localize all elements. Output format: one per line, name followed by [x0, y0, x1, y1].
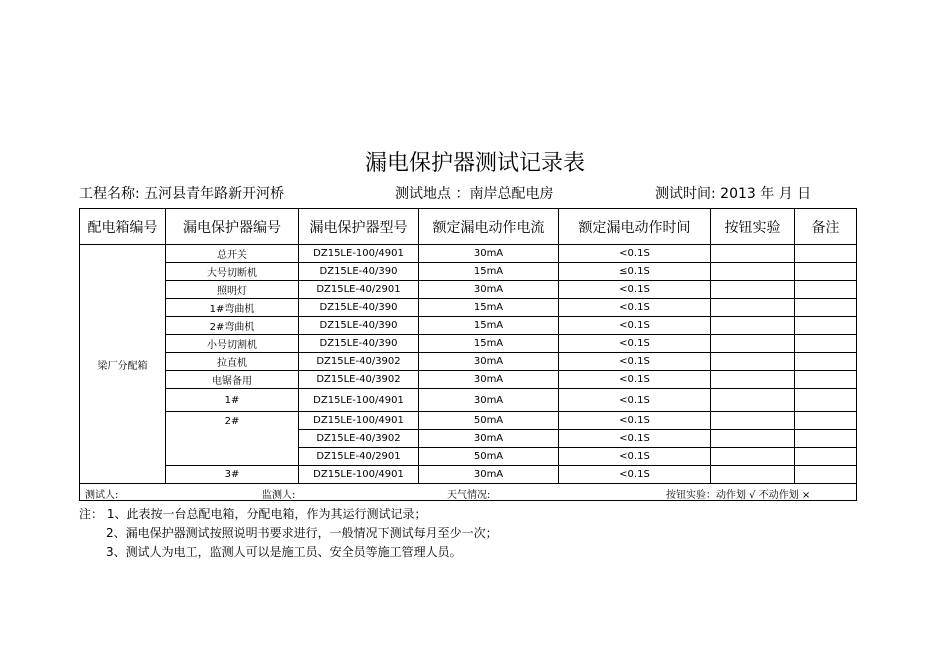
weather-label: 天气情况:: [447, 490, 491, 501]
table-header-row: [80, 209, 857, 245]
remarks-cell: [795, 430, 857, 448]
table-footer-row: [80, 484, 857, 501]
protector-id: 小号切割机: [166, 335, 299, 353]
header-remarks: 备注: [795, 209, 857, 245]
table-row: [80, 317, 857, 335]
protector-model: DZ15LE-40/390: [299, 263, 419, 281]
rated-current: 30mA: [419, 281, 559, 299]
button-test-legend: 按钮实验：动作划 √ 不动作划 ×: [666, 490, 811, 501]
protector-model: DZ15LE-100/4901: [299, 466, 419, 484]
remarks-cell: [795, 245, 857, 263]
header-protector-id: 漏电保护器编号: [166, 209, 299, 245]
table-row: [80, 245, 857, 263]
button-test-cell: [711, 335, 795, 353]
notes-section: [79, 505, 498, 562]
rated-current: 30mA: [419, 466, 559, 484]
protector-id: 2#弯曲机: [166, 317, 299, 335]
remarks-cell: [795, 317, 857, 335]
header-button-test: 按钮实验: [711, 209, 795, 245]
test-record-table: [79, 208, 857, 501]
table-row: [80, 353, 857, 371]
note-2: 2、漏电保护器测试按照说明书要求进行，一般情况下测试每月至少一次；: [106, 526, 498, 540]
button-test-cell: [711, 448, 795, 466]
button-test-cell: [711, 353, 795, 371]
note-1: 注： 1、此表按一台总配电箱，分配电箱，作为其运行测试记录；: [79, 507, 427, 521]
header-box-id: 配电箱编号: [80, 209, 166, 245]
remarks-cell: [795, 281, 857, 299]
rated-current: 30mA: [419, 371, 559, 389]
button-test-cell: [711, 371, 795, 389]
header-protector-model: 漏电保护器型号: [299, 209, 419, 245]
rated-time: ≤0.1S: [559, 263, 711, 281]
test-time: 测试时间: 2013 年 月 日: [655, 186, 812, 202]
table-row: [80, 466, 857, 484]
remarks-cell: [795, 299, 857, 317]
protector-id: 总开关: [166, 245, 299, 263]
note-3: 3、测试人为电工，监测人可以是施工员、安全员等施工管理人员。: [106, 545, 462, 559]
rated-current: 50mA: [419, 448, 559, 466]
project-name: 工程名称: 五河县青年路新开河桥: [79, 186, 285, 202]
protector-id: 3#: [166, 466, 299, 484]
button-test-cell: [711, 263, 795, 281]
protector-model: DZ15LE-40/390: [299, 335, 419, 353]
rated-current: 30mA: [419, 430, 559, 448]
rated-current: 15mA: [419, 335, 559, 353]
rated-time: <0.1S: [559, 412, 711, 430]
table-row: [80, 371, 857, 389]
protector-model: DZ15LE-100/4901: [299, 245, 419, 263]
rated-time: <0.1S: [559, 466, 711, 484]
rated-time: <0.1S: [559, 448, 711, 466]
protector-model: DZ15LE-40/2901: [299, 281, 419, 299]
protector-id: 1#: [166, 389, 299, 412]
table-row: [80, 263, 857, 281]
rated-time: <0.1S: [559, 371, 711, 389]
table-row: [80, 299, 857, 317]
protector-id: 2#: [166, 412, 299, 466]
button-test-cell: [711, 430, 795, 448]
table-row: [80, 412, 857, 430]
test-location: 测试地点 ：南岸总配电房: [395, 186, 554, 202]
button-test-cell: [711, 281, 795, 299]
table-row: [80, 335, 857, 353]
rated-time: <0.1S: [559, 299, 711, 317]
rated-time: <0.1S: [559, 389, 711, 412]
protector-model: DZ15LE-40/2901: [299, 448, 419, 466]
rated-current: 30mA: [419, 353, 559, 371]
signature-cell: [80, 484, 857, 501]
remarks-cell: [795, 466, 857, 484]
rated-current: 50mA: [419, 412, 559, 430]
protector-model: DZ15LE-40/390: [299, 317, 419, 335]
protector-model: DZ15LE-40/390: [299, 299, 419, 317]
protector-model: DZ15LE-40/3902: [299, 371, 419, 389]
button-test-cell: [711, 317, 795, 335]
button-test-cell: [711, 389, 795, 412]
rated-current: 15mA: [419, 263, 559, 281]
protector-id: 拉直机: [166, 353, 299, 371]
rated-current: 15mA: [419, 299, 559, 317]
monitor-label: 监测人:: [262, 490, 296, 501]
rated-time: <0.1S: [559, 317, 711, 335]
button-test-cell: [711, 245, 795, 263]
remarks-cell: [795, 412, 857, 430]
table-row: [80, 281, 857, 299]
box-name-cell: 梁厂分配箱: [80, 245, 166, 484]
protector-id: 电锯备用: [166, 371, 299, 389]
protector-model: DZ15LE-100/4901: [299, 412, 419, 430]
protector-model: DZ15LE-100/4901: [299, 389, 419, 412]
header-rated-time: 额定漏电动作时间: [559, 209, 711, 245]
rated-time: <0.1S: [559, 281, 711, 299]
protector-model: DZ15LE-40/3902: [299, 353, 419, 371]
protector-id: 1#弯曲机: [166, 299, 299, 317]
button-test-cell: [711, 299, 795, 317]
rated-current: 30mA: [419, 389, 559, 412]
rated-time: <0.1S: [559, 353, 711, 371]
header-rated-current: 额定漏电动作电流: [419, 209, 559, 245]
protector-id: 大号切断机: [166, 263, 299, 281]
remarks-cell: [795, 389, 857, 412]
remarks-cell: [795, 448, 857, 466]
rated-time: <0.1S: [559, 245, 711, 263]
remarks-cell: [795, 371, 857, 389]
remarks-cell: [795, 263, 857, 281]
remarks-cell: [795, 335, 857, 353]
table-row: [80, 389, 857, 412]
button-test-cell: [711, 466, 795, 484]
button-test-cell: [711, 412, 795, 430]
rated-time: <0.1S: [559, 430, 711, 448]
page-title: 漏电保护器测试记录表: [364, 151, 585, 176]
protector-id: 照明灯: [166, 281, 299, 299]
protector-model: DZ15LE-40/3902: [299, 430, 419, 448]
rated-time: <0.1S: [559, 335, 711, 353]
remarks-cell: [795, 353, 857, 371]
rated-current: 30mA: [419, 245, 559, 263]
rated-current: 15mA: [419, 317, 559, 335]
tester-label: 测试人:: [85, 490, 119, 501]
